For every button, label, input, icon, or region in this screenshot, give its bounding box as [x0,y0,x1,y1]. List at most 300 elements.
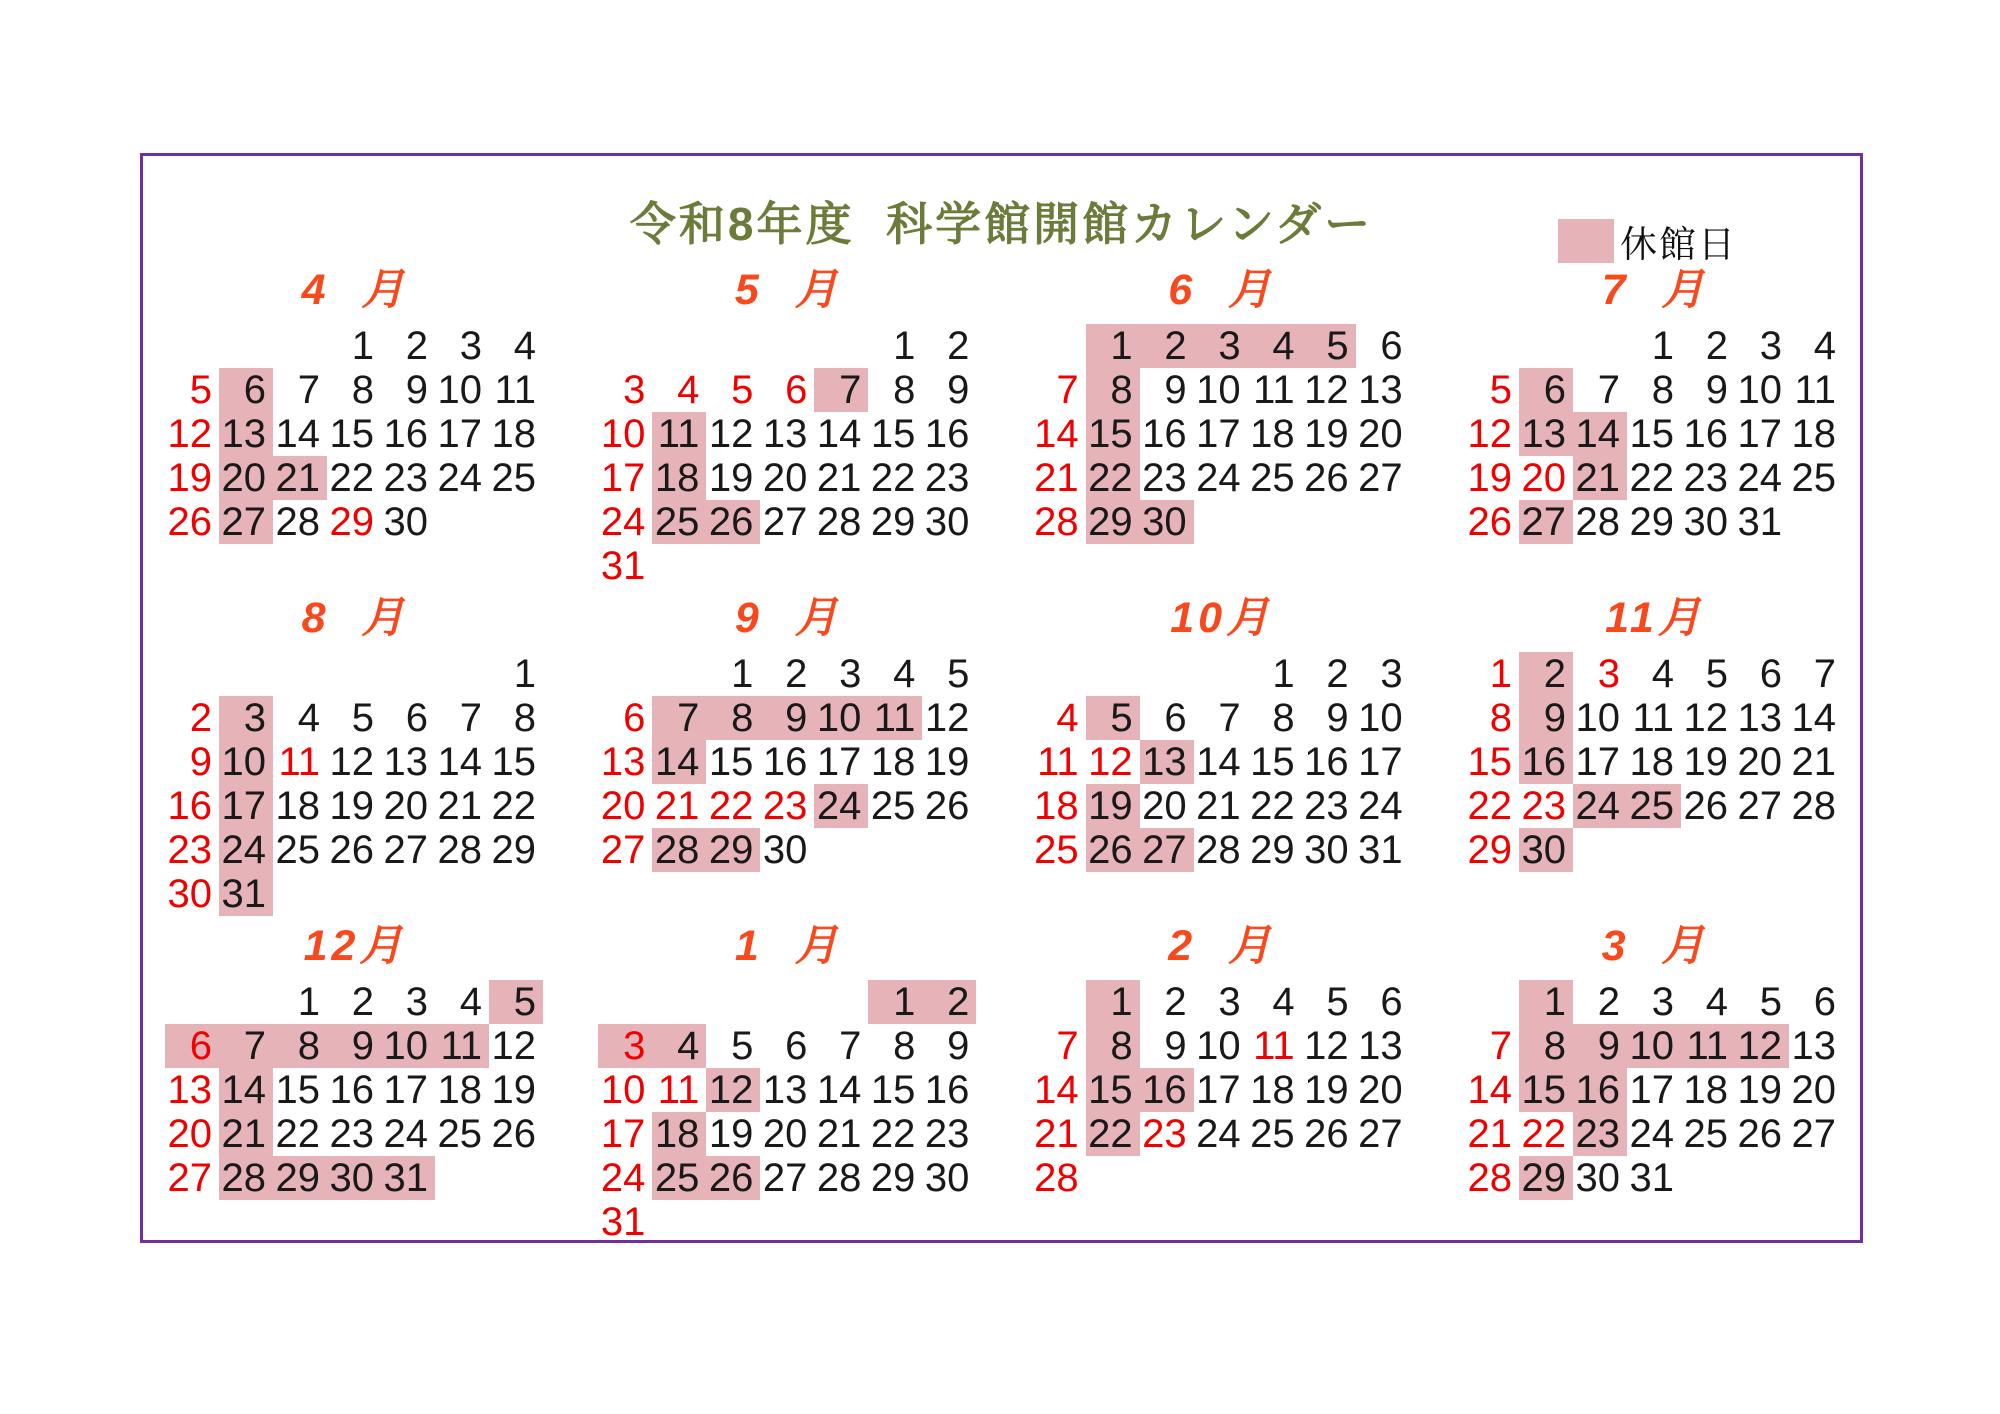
day-cell: 3 [1218,980,1241,1024]
day-cell: 27 [1519,500,1573,544]
day-cell: 3 [1651,980,1674,1024]
day-cell: 6 [165,1024,219,1068]
empty-cell [219,652,273,696]
day-cell: 20 [219,456,273,500]
day-cell: 15 [1086,1068,1140,1112]
month-grid [1032,980,1412,1200]
day-cell: 17 [1575,740,1620,784]
closed-day-swatch-icon [1558,219,1614,263]
day-cell: 10 [1358,696,1403,740]
day-cell: 4 [677,368,700,412]
day-cell: 2 [1705,324,1728,368]
day-cell: 28 [1467,1156,1512,1200]
day-cell: 3 [839,652,862,696]
day-cell: 1 [1651,324,1674,368]
day-cell: 3 [598,1024,652,1068]
day-cell: 14 [219,1068,273,1112]
day-cell: 14 [437,740,482,784]
day-cell: 8 [893,368,916,412]
month-title: 2 月 [1168,922,1276,970]
day-cell: 12 [1088,740,1133,784]
day-cell: 11 [1253,1024,1295,1068]
day-cell: 3 [1194,324,1248,368]
day-cell: 10 [814,696,868,740]
day-cell: 27 [1358,456,1403,500]
day-cell: 13 [1737,696,1782,740]
day-cell: 7 [1218,696,1241,740]
month-block [1032,918,1412,1246]
day-cell: 13 [600,740,646,784]
empty-cell [1032,652,1086,696]
day-cell: 24 [814,784,868,828]
day-cell: 27 [1358,1112,1403,1156]
day-cell: 16 [329,1068,374,1112]
month-grid [1465,652,1845,872]
day-cell: 17 [1629,1068,1674,1112]
day-cell: 10 [1196,1024,1241,1068]
day-cell: 6 [623,696,646,740]
day-cell: 12 [1683,696,1728,740]
day-cell: 4 [513,324,536,368]
day-cell: 9 [1705,368,1728,412]
day-cell: 1 [297,980,320,1024]
day-cell: 30 [1683,500,1728,544]
day-cell: 8 [513,696,536,740]
empty-cell [598,652,652,696]
day-cell: 30 [327,1156,381,1200]
day-cell: 23 [1142,1112,1187,1156]
day-cell: 20 [1358,1068,1403,1112]
month-title: 10月 [1170,594,1274,642]
day-cell: 6 [1759,652,1782,696]
day-cell: 6 [785,1024,808,1068]
month-grid [598,324,978,588]
day-cell: 8 [706,696,760,740]
month-block [165,918,545,1246]
empty-cell [273,652,327,696]
month-block [165,590,545,918]
day-cell: 3 [623,368,646,412]
day-cell: 28 [219,1156,273,1200]
day-cell: 13 [1140,740,1194,784]
day-cell: 21 [1791,740,1836,784]
day-cell: 9 [1164,368,1187,412]
day-cell: 29 [1250,828,1295,872]
day-cell: 11 [1253,368,1295,412]
day-cell: 28 [1575,500,1620,544]
day-cell: 5 [1759,980,1782,1024]
day-cell: 1 [731,652,754,696]
day-cell: 24 [600,1156,646,1200]
month-block [1465,262,1845,590]
month-grid [598,980,978,1244]
day-cell: 29 [329,500,374,544]
day-cell: 1 [513,652,536,696]
day-cell: 11 [1037,740,1079,784]
day-cell: 22 [491,784,536,828]
day-cell: 4 [1651,652,1674,696]
day-cell: 23 [1573,1112,1627,1156]
legend-label: 休館日 [1620,224,1737,265]
day-cell: 24 [437,456,482,500]
day-cell: 10 [381,1024,435,1068]
month-grid [1032,652,1412,872]
day-cell: 25 [1034,828,1079,872]
day-cell: 17 [437,412,482,456]
day-cell: 26 [1683,784,1728,828]
day-cell: 25 [652,1156,706,1200]
day-cell: 9 [1326,696,1349,740]
day-cell: 24 [1358,784,1403,828]
day-cell: 29 [870,1156,916,1200]
day-cell: 1 [893,324,916,368]
day-cell: 7 [1056,1024,1079,1068]
day-cell: 30 [167,872,212,916]
day-cell: 8 [351,368,374,412]
day-cell: 20 [383,784,428,828]
day-cell: 27 [600,828,646,872]
day-cell: 21 [273,456,327,500]
day-cell: 27 [1737,784,1782,828]
day-cell: 24 [1573,784,1627,828]
month-grid [1465,324,1845,544]
day-cell: 11 [494,368,536,412]
day-cell: 8 [273,1024,327,1068]
day-cell: 4 [297,696,320,740]
month-title: 11月 [1605,594,1705,642]
month-grid [165,324,545,544]
day-cell: 10 [1737,368,1782,412]
day-cell: 22 [1086,1112,1140,1156]
day-cell: 26 [924,784,970,828]
day-cell: 5 [1086,696,1140,740]
day-cell: 18 [1034,784,1079,828]
day-cell: 15 [1250,740,1295,784]
day-cell: 2 [405,324,428,368]
day-cell: 23 [383,456,428,500]
day-cell: 10 [1627,1024,1681,1068]
empty-cell [219,324,273,368]
day-cell: 31 [600,1200,646,1244]
day-cell: 15 [870,412,916,456]
day-cell: 14 [275,412,320,456]
day-cell: 12 [1735,1024,1789,1068]
day-cell: 28 [652,828,706,872]
month-title: 4 月 [301,266,409,314]
day-cell: 15 [1086,412,1140,456]
day-cell: 22 [708,784,754,828]
empty-cell [1194,652,1248,696]
day-cell: 8 [1519,1024,1573,1068]
day-cell: 6 [1164,696,1187,740]
month-grid [1465,980,1845,1200]
day-cell: 20 [600,784,646,828]
day-cell: 26 [1467,500,1512,544]
day-cell: 7 [839,1024,862,1068]
day-cell: 25 [275,828,320,872]
day-cell: 7 [1597,368,1620,412]
day-cell: 2 [351,980,374,1024]
day-cell: 27 [762,500,808,544]
day-cell: 1 [1489,652,1512,696]
day-cell: 30 [924,500,970,544]
day-cell: 12 [329,740,374,784]
day-cell: 22 [1521,1112,1566,1156]
day-cell: 15 [870,1068,916,1112]
day-cell: 16 [1519,740,1573,784]
day-cell: 18 [1250,1068,1295,1112]
day-cell: 20 [1521,456,1566,500]
day-cell: 13 [762,412,808,456]
day-cell: 16 [167,784,212,828]
day-cell: 23 [1521,784,1566,828]
day-cell: 29 [1467,828,1512,872]
day-cell: 9 [760,696,814,740]
empty-cell [706,980,760,1024]
day-cell: 25 [1250,456,1295,500]
day-cell: 11 [435,1024,489,1068]
day-cell: 25 [652,500,706,544]
empty-cell [165,980,219,1024]
day-cell: 28 [1791,784,1836,828]
day-cell: 21 [816,456,862,500]
day-cell: 24 [219,828,273,872]
day-cell: 2 [785,652,808,696]
day-cell: 27 [383,828,428,872]
day-cell: 13 [383,740,428,784]
day-cell: 10 [600,412,646,456]
empty-cell [219,980,273,1024]
day-cell: 3 [1597,652,1620,696]
day-cell: 18 [1250,412,1295,456]
day-cell: 30 [1304,828,1349,872]
month-title: 7 月 [1601,266,1709,314]
month-block [165,262,545,590]
day-cell: 30 [1140,500,1194,544]
day-cell: 21 [1573,456,1627,500]
day-cell: 16 [1683,412,1728,456]
day-cell: 14 [1573,412,1627,456]
day-cell: 7 [297,368,320,412]
day-cell: 29 [273,1156,327,1200]
empty-cell [1519,324,1573,368]
empty-cell [760,324,814,368]
empty-cell [435,652,489,696]
day-cell: 13 [1519,412,1573,456]
month-block [598,918,978,1246]
day-cell: 8 [1086,1024,1140,1068]
day-cell: 30 [1575,1156,1620,1200]
day-cell: 15 [1467,740,1512,784]
day-cell: 22 [1467,784,1512,828]
day-cell: 6 [405,696,428,740]
day-cell: 26 [706,1156,760,1200]
day-cell: 30 [1519,828,1573,872]
month-title: 1 月 [734,922,842,970]
day-cell: 14 [1196,740,1241,784]
day-cell: 12 [1467,412,1512,456]
day-cell: 30 [383,500,428,544]
day-cell: 16 [924,1068,970,1112]
day-cell: 27 [1791,1112,1836,1156]
day-cell: 26 [1086,828,1140,872]
day-cell: 8 [1272,696,1295,740]
day-cell: 31 [219,872,273,916]
day-cell: 1 [868,980,922,1024]
day-cell: 14 [1791,696,1836,740]
day-cell: 26 [1304,1112,1349,1156]
legend [1558,214,1737,268]
day-cell: 3 [459,324,482,368]
day-cell: 4 [652,1024,706,1068]
month-title: 9 月 [734,594,842,642]
day-cell: 12 [706,1068,760,1112]
day-cell: 19 [1737,1068,1782,1112]
empty-cell [1465,980,1519,1024]
day-cell: 20 [1358,412,1403,456]
day-cell: 17 [600,456,646,500]
day-cell: 11 [868,696,922,740]
day-cell: 6 [1519,368,1573,412]
day-cell: 9 [189,740,212,784]
day-cell: 29 [491,828,536,872]
empty-cell [598,324,652,368]
day-cell: 18 [275,784,320,828]
day-cell: 23 [1142,456,1187,500]
day-cell: 29 [1086,500,1140,544]
calendar-frame [140,153,1863,1243]
empty-cell [1573,324,1627,368]
day-cell: 20 [762,456,808,500]
day-cell: 16 [762,740,808,784]
empty-cell [814,980,868,1024]
day-cell: 3 [405,980,428,1024]
day-cell: 25 [437,1112,482,1156]
day-cell: 24 [1737,456,1782,500]
day-cell: 4 [459,980,482,1024]
day-cell: 8 [1651,368,1674,412]
day-cell: 27 [762,1156,808,1200]
day-cell: 2 [1519,652,1573,696]
day-cell: 3 [1380,652,1403,696]
day-cell: 18 [491,412,536,456]
empty-cell [165,652,219,696]
month-grid [1032,324,1412,544]
day-cell: 22 [1250,784,1295,828]
day-cell: 5 [731,368,754,412]
day-cell: 11 [278,740,320,784]
day-cell: 15 [1519,1068,1573,1112]
day-cell: 23 [1683,456,1728,500]
day-cell: 28 [275,500,320,544]
day-cell: 10 [600,1068,646,1112]
day-cell: 9 [1573,1024,1627,1068]
day-cell: 25 [1683,1112,1728,1156]
day-cell: 23 [762,784,808,828]
day-cell: 25 [870,784,916,828]
empty-cell [165,324,219,368]
day-cell: 2 [189,696,212,740]
empty-cell [1086,652,1140,696]
day-cell: 11 [1632,696,1674,740]
day-cell: 4 [1272,980,1295,1024]
day-cell: 17 [1196,412,1241,456]
day-cell: 21 [1467,1112,1512,1156]
day-cell: 5 [1489,368,1512,412]
day-cell: 16 [1573,1068,1627,1112]
day-cell: 29 [1519,1156,1573,1200]
day-cell: 4 [893,652,916,696]
day-cell: 19 [1086,784,1140,828]
day-cell: 21 [816,1112,862,1156]
day-cell: 6 [1380,980,1403,1024]
empty-cell [814,324,868,368]
day-cell: 28 [437,828,482,872]
day-cell: 2 [947,324,970,368]
day-cell: 13 [1358,1024,1403,1068]
empty-cell [652,980,706,1024]
day-cell: 9 [1519,696,1573,740]
day-cell: 2 [1164,980,1187,1024]
day-cell: 31 [381,1156,435,1200]
day-cell: 12 [491,1024,536,1068]
day-cell: 7 [814,368,868,412]
day-cell: 9 [947,368,970,412]
day-cell: 19 [1304,1068,1349,1112]
day-cell: 12 [924,696,970,740]
day-cell: 19 [924,740,970,784]
day-cell: 11 [1681,1024,1735,1068]
day-cell: 30 [762,828,808,872]
day-cell: 20 [762,1112,808,1156]
day-cell: 28 [1034,500,1079,544]
day-cell: 16 [383,412,428,456]
day-cell: 20 [1791,1068,1836,1112]
day-cell: 19 [1683,740,1728,784]
day-cell: 24 [600,500,646,544]
empty-cell [598,980,652,1024]
day-cell: 22 [1086,456,1140,500]
day-cell: 18 [870,740,916,784]
day-cell: 14 [816,412,862,456]
empty-cell [1032,980,1086,1024]
empty-cell [652,324,706,368]
day-cell: 18 [1791,412,1836,456]
month-title: 5 月 [734,266,842,314]
day-cell: 21 [1196,784,1241,828]
day-cell: 12 [708,412,754,456]
day-cell: 24 [1629,1112,1674,1156]
day-cell: 24 [1196,1112,1241,1156]
day-cell: 16 [1304,740,1349,784]
day-cell: 20 [1142,784,1187,828]
day-cell: 19 [708,456,754,500]
day-cell: 1 [1272,652,1295,696]
day-cell: 16 [1142,412,1187,456]
day-cell: 9 [405,368,428,412]
month-block [1032,590,1412,918]
day-cell: 26 [491,1112,536,1156]
day-cell: 25 [1250,1112,1295,1156]
day-cell: 14 [652,740,706,784]
day-cell: 17 [1196,1068,1241,1112]
day-cell: 23 [329,1112,374,1156]
empty-cell [760,980,814,1024]
day-cell: 31 [1358,828,1403,872]
day-cell: 11 [657,1068,700,1112]
day-cell: 29 [870,500,916,544]
day-cell: 1 [351,324,374,368]
